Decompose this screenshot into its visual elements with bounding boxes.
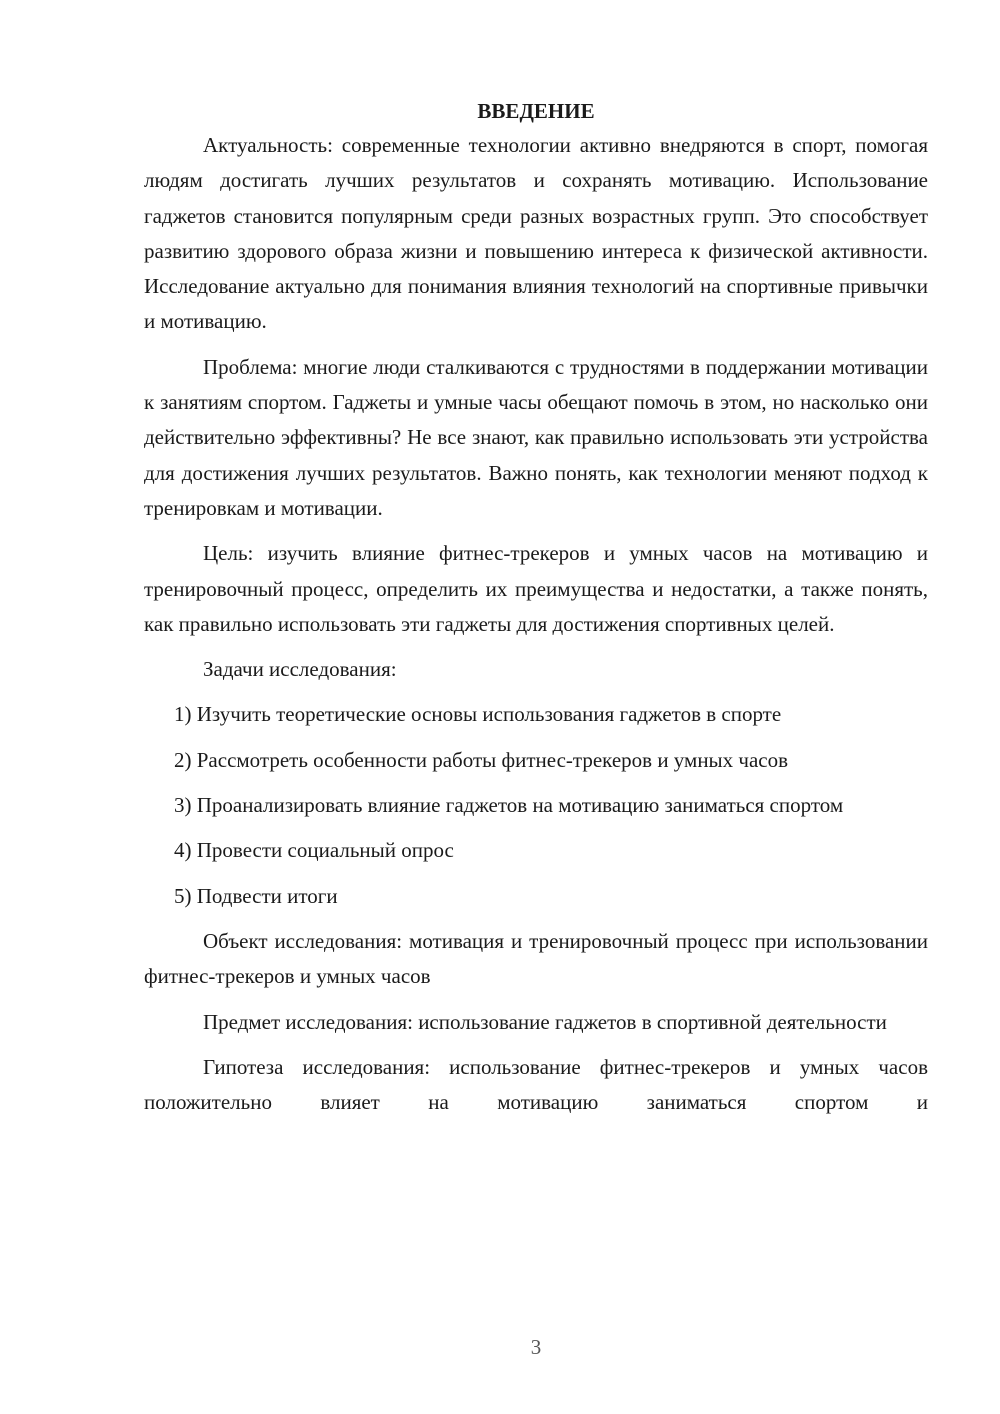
hypothesis-paragraph: Гипотеза исследования: использование фитнес-трекеров и умных часов положительно влияет на мотивацию заниматься спортом и [144,1054,928,1115]
task-item: 1) Изучить теоретические основы использования гаджетов в спорте [174,702,782,727]
object-paragraph: Объект исследования: мотивация и тренировочный процесс при использовании фитнес-трекеров и умных часов [144,928,928,989]
page-title: ВВЕДЕНИЕ [477,99,595,123]
task-item: 4) Провести социальный опрос [174,838,454,863]
document-page [144,96,928,1130]
problem-paragraph: Проблема: многие люди сталкиваются с трудностями в поддержании мотивации к занятиям спортом. Гаджеты и умные часы обещают помочь в этом, но насколько они действительно эффективны? Не все знают, как правильно использовать эти устройства для достижения лучших результатов. Важно понять, как технологии меняют подход к тренировкам и мотивации. [144,354,928,520]
page-number: 3 [530,1335,542,1359]
task-item: 5) Подвести итоги [174,883,338,908]
relevance-paragraph: Актуальность: современные технологии активно внедряются в спорт, помогая людям достигать лучших результатов и сохранять мотивацию. Использование гаджетов становится популярным среди разных возрастных групп. Это способствует развитию здорового образа жизни и повышению интереса к физической активности. Исследование актуально для понимания влияния технологий на спортивные привычки и мотивацию. [144,133,928,334]
task-item: 2) Рассмотреть особенности работы фитнес-трекеров и умных часов [174,747,789,772]
task-item: 3) Проанализировать влияние гаджетов на мотивацию заниматься спортом [174,793,844,818]
subject-paragraph: Предмет исследования: использование гаджетов в спортивной деятельности [203,1009,887,1034]
goal-paragraph: Цель: изучить влияние фитнес-трекеров и умных часов на мотивацию и тренировочный процесс, определить их преимущества и недостатки, а также понять, как правильно использовать эти гаджеты для достижения спортивных целей. [144,541,928,636]
tasks-heading: Задачи исследования: [203,657,397,682]
